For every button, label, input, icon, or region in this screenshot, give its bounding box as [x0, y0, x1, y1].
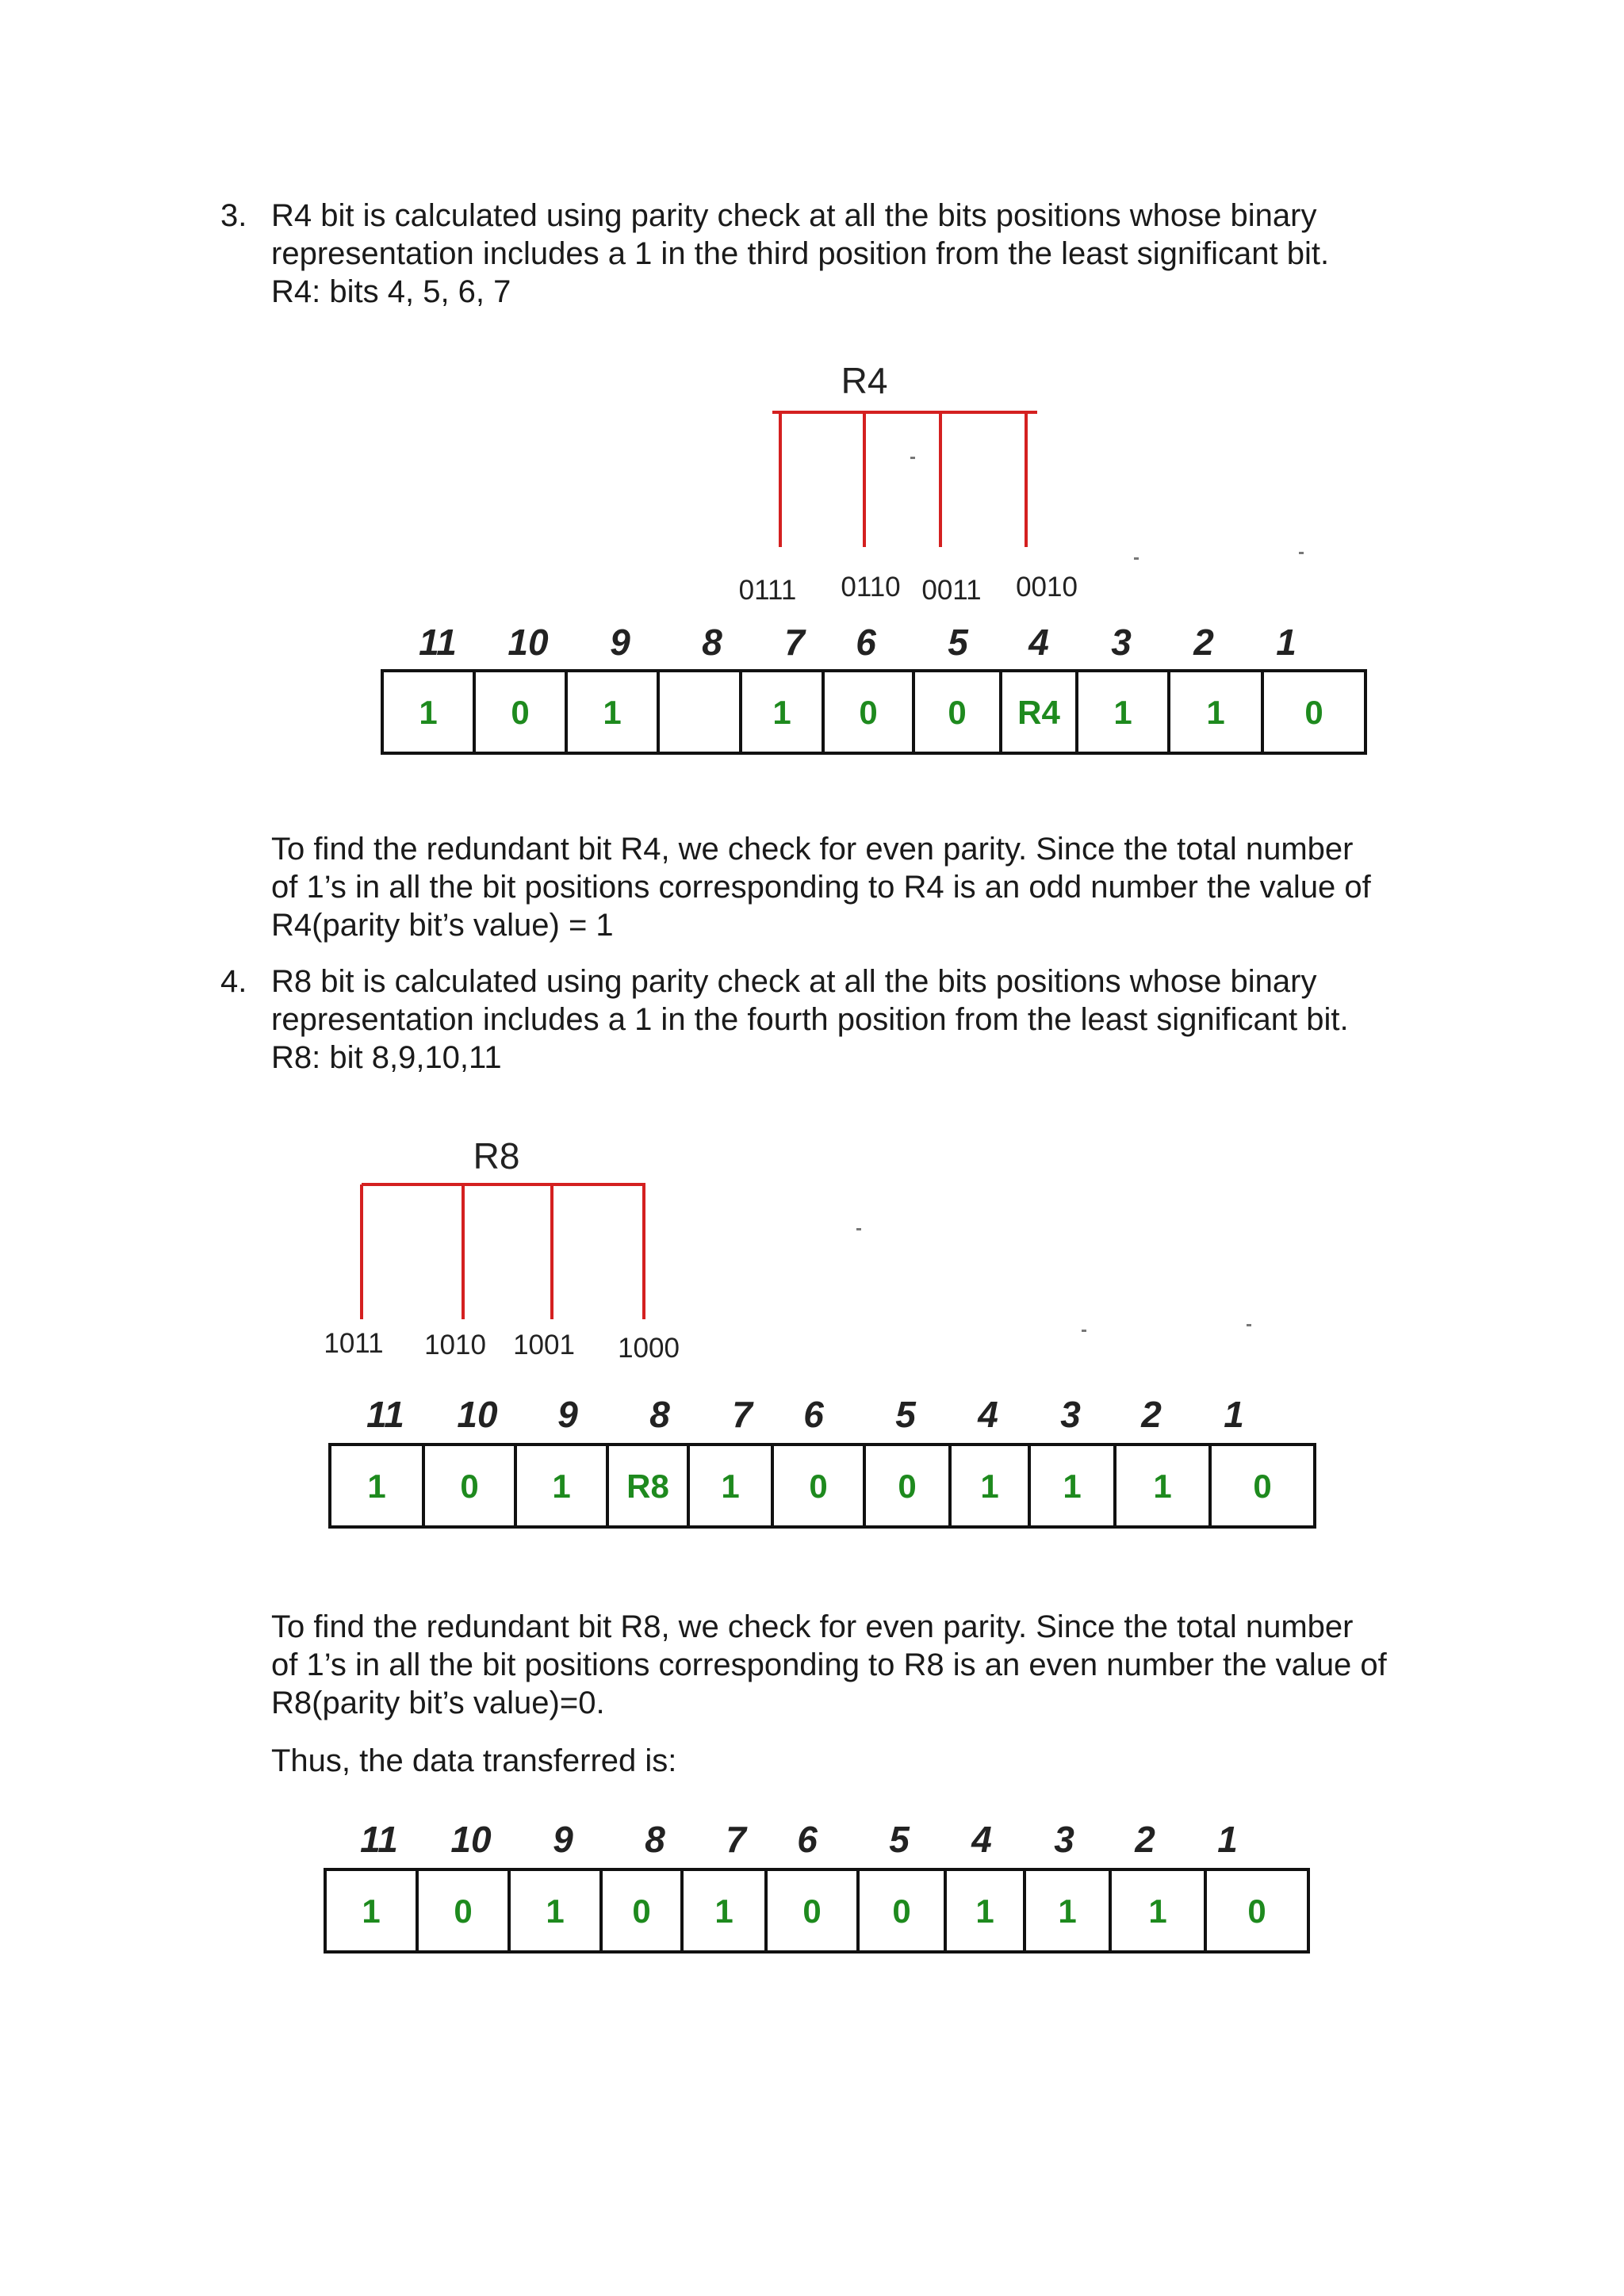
final-cell-value-8: 1	[975, 1892, 994, 1930]
final-cell-value-4: 0	[632, 1892, 651, 1930]
r4-explanation-line-1: To find the redundant bit R4, we check for even parity. Since the total number	[271, 832, 1354, 867]
r4-cell-value-8: R4	[1017, 694, 1060, 731]
r8-explanation-line-1: To find the redundant bit R8, we check for even parity. Since the total number	[271, 1609, 1354, 1644]
item-4-line-3: R8: bit 8,9,10,11	[271, 1040, 502, 1075]
final-position-7: 7	[726, 1819, 746, 1860]
r8-scan-speck-2	[1082, 1330, 1086, 1332]
r8-position-8: 8	[649, 1394, 670, 1435]
r4-explanation-line-3: R4(parity bit’s value) = 1	[271, 908, 614, 943]
r4-scan-speck-1	[910, 457, 915, 459]
r8-position-7: 7	[732, 1394, 753, 1435]
item-3-line-3: R4: bits 4, 5, 6, 7	[271, 274, 511, 309]
r4-position-7: 7	[784, 622, 805, 663]
r8-position-1: 1	[1224, 1394, 1244, 1435]
final-position-3: 3	[1054, 1819, 1074, 1860]
final-cell-value-2: 0	[454, 1892, 473, 1930]
r8-binary-label-3: 1001	[513, 1330, 575, 1360]
r4-cell-value-3: 1	[603, 694, 622, 731]
r8-cell-value-3: 1	[552, 1468, 571, 1505]
r4-position-8: 8	[702, 622, 722, 663]
final-cell-value-11: 0	[1247, 1892, 1266, 1930]
item-3-line-2: representation includes a 1 in the third position from the least significant bit.	[271, 236, 1330, 271]
r4-cell-value-5: 1	[772, 694, 791, 731]
thus-line: Thus, the data transferred is:	[271, 1743, 677, 1778]
r4-title: R4	[841, 360, 888, 401]
r4-position-9: 9	[610, 622, 630, 663]
r4-binary-label-4: 0010	[1016, 572, 1078, 603]
r4-cell-value-7: 0	[948, 694, 967, 731]
final-cell-value-6: 0	[802, 1892, 822, 1930]
r4-position-6: 6	[856, 622, 876, 663]
r8-position-2: 2	[1141, 1394, 1162, 1435]
list-number-4: 4.	[220, 964, 247, 999]
r4-cell-value-9: 1	[1113, 694, 1132, 731]
final-position-10: 10	[450, 1819, 492, 1860]
r8-cell-value-5: 1	[721, 1468, 740, 1505]
r8-binary-label-4: 1000	[618, 1333, 680, 1364]
r4-cell-value-6: 0	[859, 694, 878, 731]
final-cell-value-5: 1	[714, 1892, 733, 1930]
r4-scan-speck-3	[1299, 552, 1304, 554]
r8-cell-value-4: R8	[626, 1468, 669, 1505]
r8-position-10: 10	[457, 1394, 498, 1435]
r4-position-3: 3	[1111, 622, 1132, 663]
list-number-3: 3.	[220, 198, 247, 233]
r8-scan-speck-1	[856, 1228, 861, 1230]
r4-cell-4	[658, 671, 741, 753]
r8-position-3: 3	[1060, 1394, 1081, 1435]
r8-cell-value-7: 0	[898, 1468, 917, 1505]
final-position-1: 1	[1217, 1819, 1238, 1860]
r8-position-9: 9	[557, 1394, 578, 1435]
final-cell-value-10: 1	[1148, 1892, 1167, 1930]
r4-cell-value-1: 1	[419, 694, 438, 731]
r8-position-6: 6	[803, 1394, 824, 1435]
final-cell-value-3: 1	[546, 1892, 565, 1930]
r8-binary-label-1: 1011	[324, 1328, 384, 1359]
r4-binary-label-1: 0111	[738, 575, 797, 606]
final-cell-value-9: 1	[1058, 1892, 1077, 1930]
r8-binary-label-2: 1010	[424, 1330, 486, 1360]
r4-binary-label-3: 0011	[921, 575, 982, 606]
r8-title: R8	[473, 1135, 520, 1177]
r8-cell-value-1: 1	[367, 1468, 386, 1505]
r4-explanation-line-2: of 1’s in all the bit positions corresponding to R4 is an odd number the value of	[271, 870, 1371, 905]
r4-position-10: 10	[508, 622, 549, 663]
r4-cell-value-11: 0	[1304, 694, 1323, 731]
final-position-8: 8	[645, 1819, 665, 1860]
r4-position-1: 1	[1276, 622, 1297, 663]
final-cell-value-1: 1	[362, 1892, 381, 1930]
r8-cell-value-10: 1	[1153, 1468, 1172, 1505]
r4-cell-value-10: 1	[1206, 694, 1225, 731]
final-position-5: 5	[889, 1819, 910, 1860]
r4-position-5: 5	[948, 622, 968, 663]
r8-position-5: 5	[895, 1394, 916, 1435]
r4-cell-value-2: 0	[511, 694, 530, 731]
r8-cell-value-11: 0	[1253, 1468, 1272, 1505]
final-position-11: 11	[360, 1819, 398, 1860]
r8-position-11: 11	[366, 1394, 404, 1435]
r4-scan-speck-2	[1134, 557, 1139, 560]
r4-position-2: 2	[1193, 622, 1214, 663]
r4-position-4: 4	[1028, 622, 1049, 663]
r8-cell-value-6: 0	[809, 1468, 828, 1505]
final-position-2: 2	[1135, 1819, 1155, 1860]
final-cell-value-7: 0	[892, 1892, 911, 1930]
item-4-line-2: representation includes a 1 in the fourth position from the least significant bit.	[271, 1002, 1349, 1037]
r8-scan-speck-3	[1247, 1324, 1251, 1326]
item-4-line-1: R8 bit is calculated using parity check at all the bits positions whose binary	[271, 964, 1317, 999]
r8-explanation-line-2: of 1’s in all the bit positions corresponding to R8 is an even number the value of	[271, 1647, 1387, 1682]
final-position-6: 6	[797, 1819, 818, 1860]
r4-position-11: 11	[419, 622, 457, 663]
final-position-9: 9	[553, 1819, 573, 1860]
r8-cell-value-9: 1	[1063, 1468, 1082, 1505]
r8-explanation-line-3: R8(parity bit’s value)=0.	[271, 1686, 605, 1720]
r8-position-4: 4	[978, 1394, 998, 1435]
r8-cell-value-8: 1	[980, 1468, 999, 1505]
final-position-4: 4	[971, 1819, 992, 1860]
r4-binary-label-2: 0110	[841, 572, 901, 603]
item-3-line-1: R4 bit is calculated using parity check at all the bits positions whose binary	[271, 198, 1317, 233]
r8-cell-value-2: 0	[460, 1468, 479, 1505]
